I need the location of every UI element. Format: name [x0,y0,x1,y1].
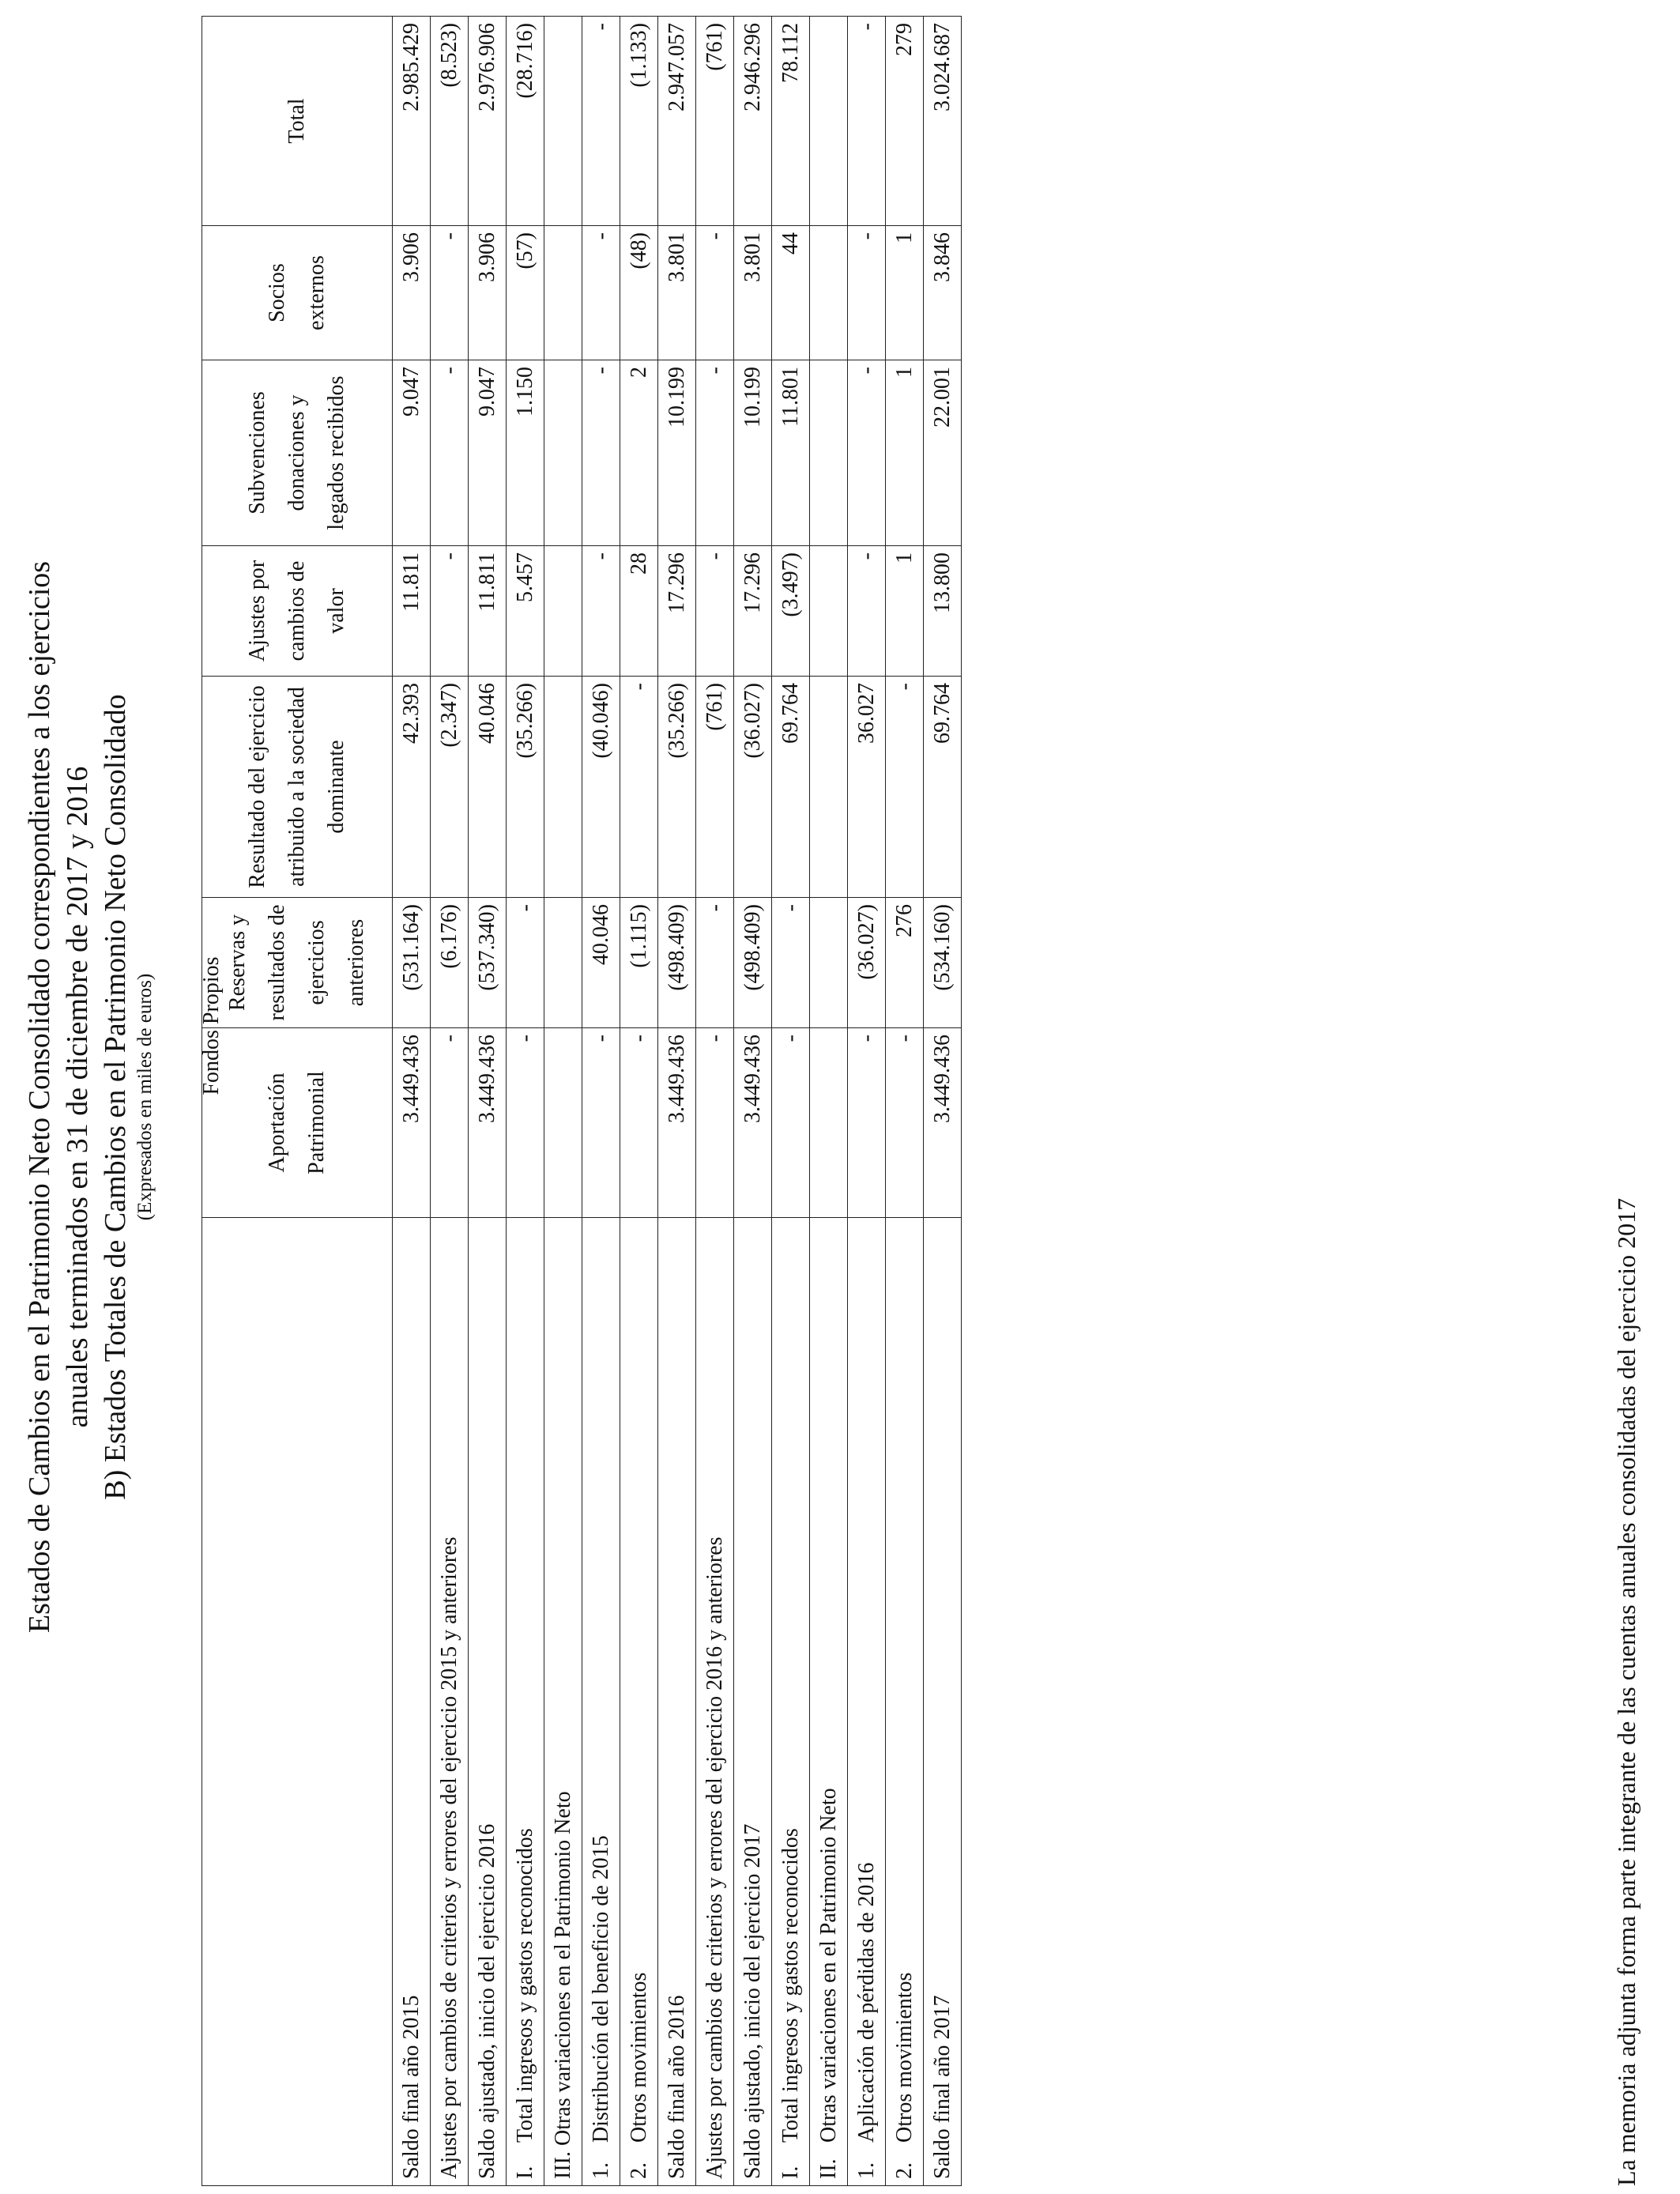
value-cell: - [582,546,620,677]
value-cell: (2.347) [431,677,469,898]
value-cell: 3.906 [469,226,507,360]
value-cell: - [848,360,886,546]
value-cell: - [582,360,620,546]
value-cell: 3.449.436 [658,1028,696,1218]
value-cell: - [886,1028,924,1218]
row-label: Otros movimientos [891,1972,917,2143]
value-cell: 78.112 [772,17,810,226]
value-cell: 3.801 [658,226,696,360]
value-cell: 2 [620,360,658,546]
row-label-cell [393,1218,431,2186]
value-cell [810,546,848,677]
row-label-cell [582,1218,620,2186]
title-line-3: B) Estados Totales de Cambios en el Patrimonio Neto Consolidado [99,694,132,1500]
value-cell: (48) [620,226,658,360]
value-cell: 2.985.429 [393,17,431,226]
value-cell: - [696,360,734,546]
row-label-cell [544,1218,582,2186]
value-cell: 2.976.906 [469,17,507,226]
value-cell: 3.449.436 [734,1028,772,1218]
value-cell: - [582,1028,620,1218]
value-cell: (534.160) [924,898,962,1028]
col-header-text: Ajustes por cambios de valor [245,560,348,662]
value-cell [544,226,582,360]
table-row [507,17,544,2186]
value-cell: 10.199 [734,360,772,546]
value-cell: (35.266) [507,677,544,898]
units-subtitle: (Expresados en miles de euros) [134,973,156,1221]
table-row [848,17,886,2186]
value-cell: - [696,1028,734,1218]
row-label-cell [696,1218,734,2186]
value-cell: - [620,1028,658,1218]
value-cell: (57) [507,226,544,360]
value-cell: - [582,17,620,226]
value-cell: 28 [620,546,658,677]
row-prefix: 1. [588,2162,613,2179]
row-prefix: I. [778,2166,803,2179]
row-label: Ajustes por cambios de criterios y errores del ejercicio 2015 y anteriores [436,1536,461,2179]
col-header [202,226,393,360]
value-cell: 9.047 [469,360,507,546]
value-cell: 69.764 [772,677,810,898]
row-label-cell [886,1218,924,2186]
table-row [810,17,848,2186]
table-row [658,17,696,2186]
value-cell: - [620,677,658,898]
value-cell [544,677,582,898]
row-label: Saldo ajustado, inicio del ejercicio 2017 [740,1823,765,2179]
value-cell: 3.846 [924,226,962,360]
row-label: Otros movimientos [626,1972,651,2143]
table-row [393,17,431,2186]
row-label: Total ingresos y gastos reconocidos [512,1828,537,2143]
row-label: Saldo ajustado, inicio del ejercicio 2016 [474,1823,499,2179]
table-row [431,17,469,2186]
value-cell: 1 [886,226,924,360]
value-cell: 3.449.436 [469,1028,507,1218]
equity-changes-table [202,16,962,2186]
value-cell [810,677,848,898]
value-cell: (1.115) [620,898,658,1028]
value-cell: - [696,898,734,1028]
row-label: III. Otras variaciones en el Patrimonio Neto [550,1791,575,2179]
value-cell: 22.001 [924,360,962,546]
col-header-text: Socios externos [265,255,329,330]
value-cell: 69.764 [924,677,962,898]
value-cell: - [507,898,544,1028]
row-label-cell [924,1218,962,2186]
value-cell: 2.946.296 [734,17,772,226]
table-row [544,17,582,2186]
value-cell: 17.296 [658,546,696,677]
value-cell: (35.266) [658,677,696,898]
table-row [886,17,924,2186]
row-label-cell [431,1218,469,2186]
row-label-cell [469,1218,507,2186]
row-label-cell [620,1218,658,2186]
row-label: Saldo final año 2016 [664,1995,689,2179]
value-cell: (6.176) [431,898,469,1028]
col-header-text: Reservas y resultados de ejercicios anteriores [225,904,368,1021]
row-label-cell [848,1218,886,2186]
value-cell: 17.296 [734,546,772,677]
col-header [202,898,393,1028]
value-cell [810,898,848,1028]
value-cell: 1.150 [507,360,544,546]
row-label-cell [658,1218,696,2186]
value-cell [544,360,582,546]
value-cell: - [772,898,810,1028]
col-header [202,17,393,226]
header-row [202,17,393,2186]
row-label: Saldo final año 2017 [929,1995,955,2179]
row-label: Distribución del beneficio de 2015 [588,1835,613,2143]
value-cell: (761) [696,677,734,898]
value-cell [544,898,582,1028]
value-cell: 3.449.436 [393,1028,431,1218]
value-cell: (28.716) [507,17,544,226]
title-line-1: Estados de Cambios en el Patrimonio Neto Consolidado correspondientes a los ejercicios [23,560,56,1634]
value-cell: 2.947.057 [658,17,696,226]
value-cell: 276 [886,898,924,1028]
value-cell: (498.409) [734,898,772,1028]
value-cell: - [431,360,469,546]
table-row [696,17,734,2186]
footer-note: La memoria adjunta forma parte integrante de las cuentas anuales consolidadas del ejercicio 2017 [1612,1197,1640,2186]
value-cell [544,17,582,226]
row-label: Otras variaciones en el Patrimonio Neto [816,1788,841,2143]
row-label: Saldo final año 2015 [398,1995,424,2179]
row-prefix: II. [816,2158,841,2179]
value-cell [810,360,848,546]
table-row [469,17,507,2186]
table-body [393,17,962,2186]
header-blank-cell [202,1218,393,2186]
value-cell: - [848,226,886,360]
value-cell: (498.409) [658,898,696,1028]
col-header-text: Resultado del ejercicio atribuido a la sociedad dominante [245,685,348,888]
value-cell: (761) [696,17,734,226]
value-cell: - [431,546,469,677]
value-cell: (537.340) [469,898,507,1028]
value-cell: (40.046) [582,677,620,898]
value-cell: (36.027) [848,898,886,1028]
value-cell: 1 [886,546,924,677]
value-cell: 11.811 [393,546,431,677]
value-cell: 3.449.436 [924,1028,962,1218]
row-label-cell [507,1218,544,2186]
value-cell: - [431,1028,469,1218]
col-header [202,546,393,677]
value-cell: 9.047 [393,360,431,546]
value-cell: - [848,1028,886,1218]
row-label: Aplicación de pérdidas de 2016 [853,1862,879,2143]
row-label-cell [734,1218,772,2186]
row-label-cell [810,1218,848,2186]
col-header [202,1028,393,1218]
table-row [734,17,772,2186]
row-label: Total ingresos y gastos reconocidos [778,1828,803,2143]
value-cell [544,1028,582,1218]
value-cell: 11.811 [469,546,507,677]
row-prefix: 1. [853,2162,879,2179]
table-row [620,17,658,2186]
col-header-text: Subvenciones donaciones y legados recibidos [245,375,348,530]
row-prefix: 2. [891,2162,917,2179]
col-header-text: Aportación Patrimonial [265,1071,329,1174]
row-prefix: I. [512,2166,537,2179]
value-cell: - [848,17,886,226]
value-cell: 40.046 [582,898,620,1028]
value-cell: 3.024.687 [924,17,962,226]
value-cell: (36.027) [734,677,772,898]
col-header [202,360,393,546]
row-label: Ajustes por cambios de criterios y errores del ejercicio 2016 y anteriores [702,1536,727,2179]
value-cell: - [886,677,924,898]
table-row [772,17,810,2186]
value-cell: 3.906 [393,226,431,360]
value-cell: 10.199 [658,360,696,546]
fondos-propios-header: Fondos Propios [199,956,224,1095]
value-cell: - [507,1028,544,1218]
value-cell: 40.046 [469,677,507,898]
col-header-text: Total [284,98,309,144]
value-cell: - [696,546,734,677]
value-cell: 5.457 [507,546,544,677]
value-cell: 42.393 [393,677,431,898]
value-cell: - [431,226,469,360]
value-cell: - [696,226,734,360]
value-cell: 44 [772,226,810,360]
value-cell: 3.801 [734,226,772,360]
value-cell: 13.800 [924,546,962,677]
row-label-cell [772,1218,810,2186]
value-cell [810,17,848,226]
value-cell [810,1028,848,1218]
value-cell: 36.027 [848,677,886,898]
value-cell [544,546,582,677]
value-cell: - [848,546,886,677]
row-prefix: 2. [626,2162,651,2179]
value-cell: 1 [886,360,924,546]
value-cell: (3.497) [772,546,810,677]
table-row [924,17,962,2186]
title-line-2: anuales terminados en 31 de diciembre de 2017 y 2016 [61,766,94,1428]
value-cell: (1.133) [620,17,658,226]
value-cell: 11.801 [772,360,810,546]
table-row [582,17,620,2186]
value-cell: (531.164) [393,898,431,1028]
col-header [202,677,393,898]
value-cell [810,226,848,360]
value-cell: - [772,1028,810,1218]
value-cell: - [582,226,620,360]
value-cell: (8.523) [431,17,469,226]
value-cell: 279 [886,17,924,226]
